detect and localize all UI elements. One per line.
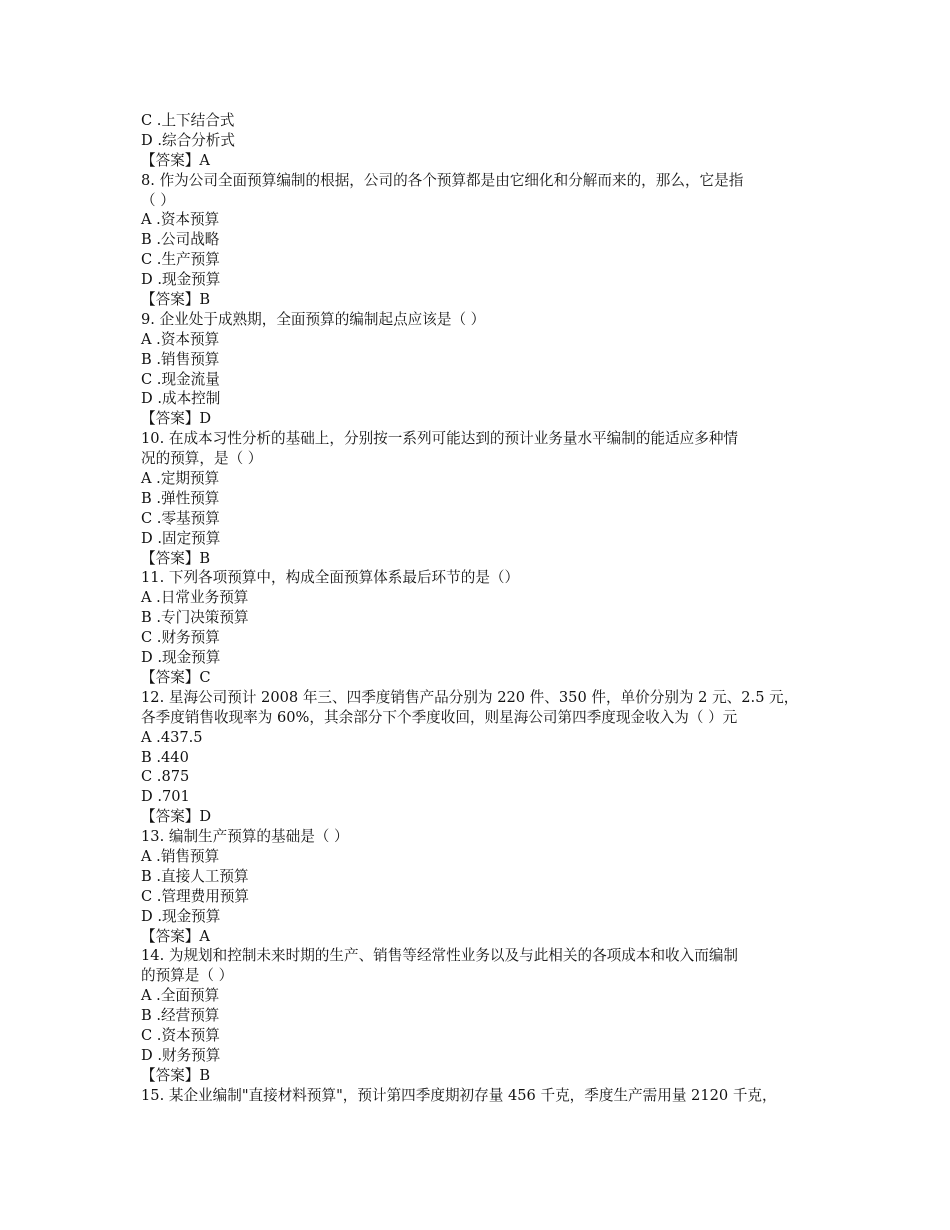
option-c-q13: C .管理费用预算 <box>141 887 250 905</box>
option-d-q14: D .财务预算 <box>141 1046 221 1064</box>
answer-q13: 【答案】A <box>141 927 210 945</box>
question-12-line-1: 12. 星海公司预计 2008 年三、四季度销售产品分别为 220 件、350 件，单价分别为 2 元、2.5 元， <box>141 688 799 706</box>
question-8-line-1: 8. 作为公司全面预算编制的根据，公司的各个预算都是由它细化和分解而来的，那么，它是指 <box>141 171 744 189</box>
answer-q7: 【答案】A <box>141 151 210 169</box>
option-c-q10: C .零基预算 <box>141 509 220 527</box>
option-c-q9: C .现金流量 <box>141 370 220 388</box>
option-b-q14: B .经营预算 <box>141 1007 220 1025</box>
option-c-q14: C .资本预算 <box>141 1026 220 1044</box>
option-d-q12: D .701 <box>141 788 190 806</box>
answer-q12: 【答案】D <box>141 808 212 826</box>
question-12-line-2: 各季度销售收现率为 60%，其余部分下个季度收回，则星海公司第四季度现金收入为（ ）元 <box>141 708 738 726</box>
option-d-q13: D .现金预算 <box>141 907 221 925</box>
answer-q14: 【答案】B <box>141 1066 211 1084</box>
question-10-line-1: 10. 在成本习性分析的基础上，分别按一系列可能达到的预计业务量水平编制的能适应多种情 <box>141 430 739 448</box>
answer-q11: 【答案】C <box>141 668 211 686</box>
question-15-line-1: 15. 某企业编制"直接材料预算"，预计第四季度期初存量 456 千克，季度生产需用量 2120 千克， <box>141 1086 777 1104</box>
option-b-q12: B .440 <box>141 748 189 766</box>
option-d-q11: D .现金预算 <box>141 649 221 667</box>
question-11: 11. 下列各项预算中，构成全面预算体系最后环节的是（） <box>141 569 520 587</box>
option-d-q7: D .综合分析式 <box>141 131 235 149</box>
option-d-q8: D .现金预算 <box>141 271 221 289</box>
answer-q8: 【答案】B <box>141 291 211 309</box>
question-14-line-2: 的预算是（ ） <box>141 967 234 985</box>
option-a-q8: A .资本预算 <box>141 211 220 229</box>
option-c-q8: C .生产预算 <box>141 251 220 269</box>
option-a-q9: A .资本预算 <box>141 330 220 348</box>
question-10-line-2: 况的预算，是（ ） <box>141 450 263 468</box>
question-13: 13. 编制生产预算的基础是（ ） <box>141 828 349 846</box>
option-b-q9: B .销售预算 <box>141 350 220 368</box>
option-a-q11: A .日常业务预算 <box>141 589 249 607</box>
answer-q10: 【答案】B <box>141 549 211 567</box>
option-d-q9: D .成本控制 <box>141 390 221 408</box>
option-c-q7: C .上下结合式 <box>141 112 235 129</box>
option-a-q13: A .销售预算 <box>141 847 220 865</box>
question-14-line-1: 14. 为规划和控制未来时期的生产、销售等经常性业务以及与此相关的各项成本和收入而编制 <box>141 947 739 965</box>
option-b-q11: B .专门决策预算 <box>141 609 249 627</box>
question-8-line-2: （ ） <box>141 191 175 209</box>
option-b-q8: B .公司战略 <box>141 231 220 249</box>
option-c-q11: C .财务预算 <box>141 629 220 647</box>
question-9: 9. 企业处于成熟期，全面预算的编制起点应该是（ ） <box>141 310 486 328</box>
option-a-q10: A .定期预算 <box>141 470 220 488</box>
answer-q9: 【答案】D <box>141 410 212 428</box>
option-a-q12: A .437.5 <box>141 728 203 746</box>
option-a-q14: A .全面预算 <box>141 987 220 1005</box>
document-page <box>141 111 821 1106</box>
option-c-q12: C .875 <box>141 768 190 786</box>
option-d-q10: D .固定预算 <box>141 529 221 547</box>
option-b-q13: B .直接人工预算 <box>141 867 249 885</box>
option-b-q10: B .弹性预算 <box>141 489 220 507</box>
